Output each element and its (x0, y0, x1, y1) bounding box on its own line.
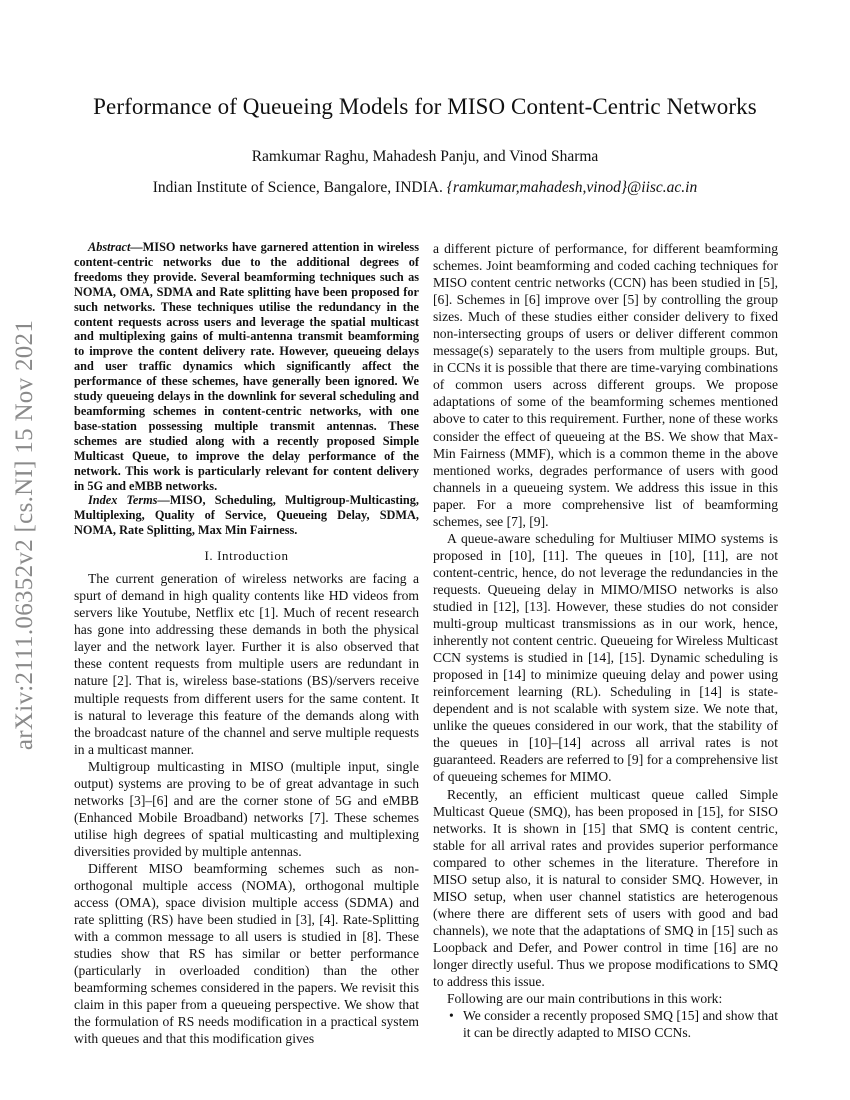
right-column (433, 240, 778, 1041)
author-emails: {ramkumar,mahadesh,vinod}@iisc.ac.in (446, 179, 698, 196)
paragraph: a different picture of performance, for different beamforming schemes. Joint beamforming and coded caching techniques for MISO content centric networks (CCN) has been studied in [5], [6]. Schemes in [6] improve over [5] by controlling the group sizes. Much of these studies either consider delivery to fixed non-intersecting groups of users or deliver different common message(s) separately to the users from multiple groups. But, in CCNs it is possible that there are time-varying combinations of common users across different groups. We propose adaptations of some of the beamforming schemes mentioned above to cater to this requirement. Further, none of these works consider the effect of queueing at the BS. We show that Max-Min Fairness (MMF), which is a common theme in the above mentioned works, degrades performance of users with good channels in a queueing system. We address this issue in this paper. For a more comprehensive list of beamforming schemes, see [7], [9]. (433, 241, 778, 529)
contributions-list (433, 1007, 778, 1041)
abstract (74, 240, 419, 493)
paper-affiliation (0, 179, 850, 197)
paper-authors: Ramkumar Raghu, Mahadesh Panju, and Vinod Sharma (251, 148, 599, 165)
affiliation-text: Indian Institute of Science, Bangalore, INDIA. (152, 179, 443, 196)
paragraph: A queue-aware scheduling for Multiuser MIMO systems is proposed in [10], [11]. The queues in [10], [11], are not content-centric, hence, do not leverage the redundancies in the requests. Queueing delay in MIMO/MISO networks is also studied in [12], [13]. However, these studies do not consider multi-group multicast transmissions as in our work, hence, inherently not content centric. Queueing for Wireless Multicast CCN systems is studied in [14], [15]. Dynamic scheduling is proposed in [14] to minimize queuing delay and power using reinforcement learning (RL). Scheduling in [14] is state-dependent and is not scalable with system size. We note that, unlike the queues considered in our work, that the stability of the queues in [10]–[14] across all arrival rates is not guaranteed. Readers are referred to [9] for a comprehensive list of queueing schemes for MIMO. (433, 530, 778, 785)
paper-title: Performance of Queueing Models for MISO Content-Centric Networks (93, 94, 757, 119)
paragraph: Different MISO beamforming schemes such as non-orthogonal multiple access (NOMA), orthogonal multiple access (OMA), space division multiple access (SDMA) and rate splitting (RS) have been studied in [3], [4]. Rate-Splitting with a common message to all users is studied in [8]. These studies show that RS has similar or better performance (particularly in overloaded condition) than the other beamforming schemes considered in the papers. We revisit this claim in this paper from a queueing perspective. We show that the formulation of RS needs modification in a practical system with queues and that this modification gives (74, 860, 419, 1047)
index-terms (74, 493, 419, 538)
paragraph: Multigroup multicasting in MISO (multiple input, single output) systems are proving to be of great advantage in such networks [3]–[6] and are the corner stone of 5G and eMBB (Enhanced Mobile Broadband) networks [7]. These schemes utilise high degrees of spatial multicasting and multiplexing diversities provided by multiple antennas. (74, 758, 419, 859)
paragraph: Recently, an efficient multicast queue called Simple Multicast Queue (SMQ), has been proposed in [15], for SISO networks. It is shown in [15] that SMQ is content centric, stable for all arrival rates and provides superior performance compared to other schemes in the literature. Therefore in MISO setup also, it is natural to consider SMQ. However, in MISO setup, when user channel statistics are heterogenous (where there are different sets of users with good and bad channels), we note that the adaptations of SMQ in [15] such as Loopback and Defer, and Power control in time [16] are no longer directly useful. Thus we propose modifications to SMQ to address this issue. (433, 786, 778, 990)
index-terms-label: Index Terms— (88, 493, 170, 508)
arxiv-id: arXiv:2111.06352v2 [cs.NI] 15 Nov 2021 (11, 319, 38, 751)
abstract-text: MISO networks have garnered attention in wireless content-centric networks due to the additional degrees of freedoms they provide. Several beamforming techniques such as NOMA, OMA, SDMA and Rate splitting have been proposed for such networks. These techniques utilise the redundancy in the content requests across users and leverage the spatial multicast and multiplexing gains of multi-antenna transmit beamforming to improve the content delivery rate. However, queueing delays and user traffic dynamics which significantly affect the performance of these schemes, have generally been ignored. We study queueing delays in the downlink for several scheduling and beamforming schemes in content-centric networks, with one base-station possessing multiple transmit antennas. These schemes are studied along with a recently proposed Simple Multicast Queue, to improve the delay performance of the network. This work is particularly relevant for content delivery in 5G and eMBB networks. (74, 240, 419, 493)
index-terms-text: MISO, Scheduling, Multigroup-Multicasting, Multiplexing, Quality of Service, Queueing Delay, SDMA, NOMA, Rate Splitting, Max Min Fairness. (74, 493, 419, 538)
arxiv-sidebar-stamp (2, 290, 48, 780)
section-heading-introduction: I. Introduction (204, 548, 289, 564)
list-item: • We consider a recently proposed SMQ [15] and show that it can be directly adapted to MISO CCNs. (463, 1007, 778, 1041)
paragraph: The current generation of wireless networks are facing a spurt of demand in high quality contents like HD videos from servers like Youtube, Netflix etc [1]. Much of recent research has gone into addressing these demands in both the physical layer and the network layer. Further it is also observed that these content requests from multiple users are redundant in nature [2]. That is, wireless base-stations (BS)/servers receive multiple requests from different users for the same content. It is natural to leverage this feature of the demands along with the broadcast nature of the channel and serve multiple requests in a multicast manner. (74, 571, 419, 757)
abstract-label: Abstract— (88, 240, 143, 254)
paragraph: Following are our main contributions in this work: (447, 991, 723, 1007)
left-column (74, 240, 419, 1047)
